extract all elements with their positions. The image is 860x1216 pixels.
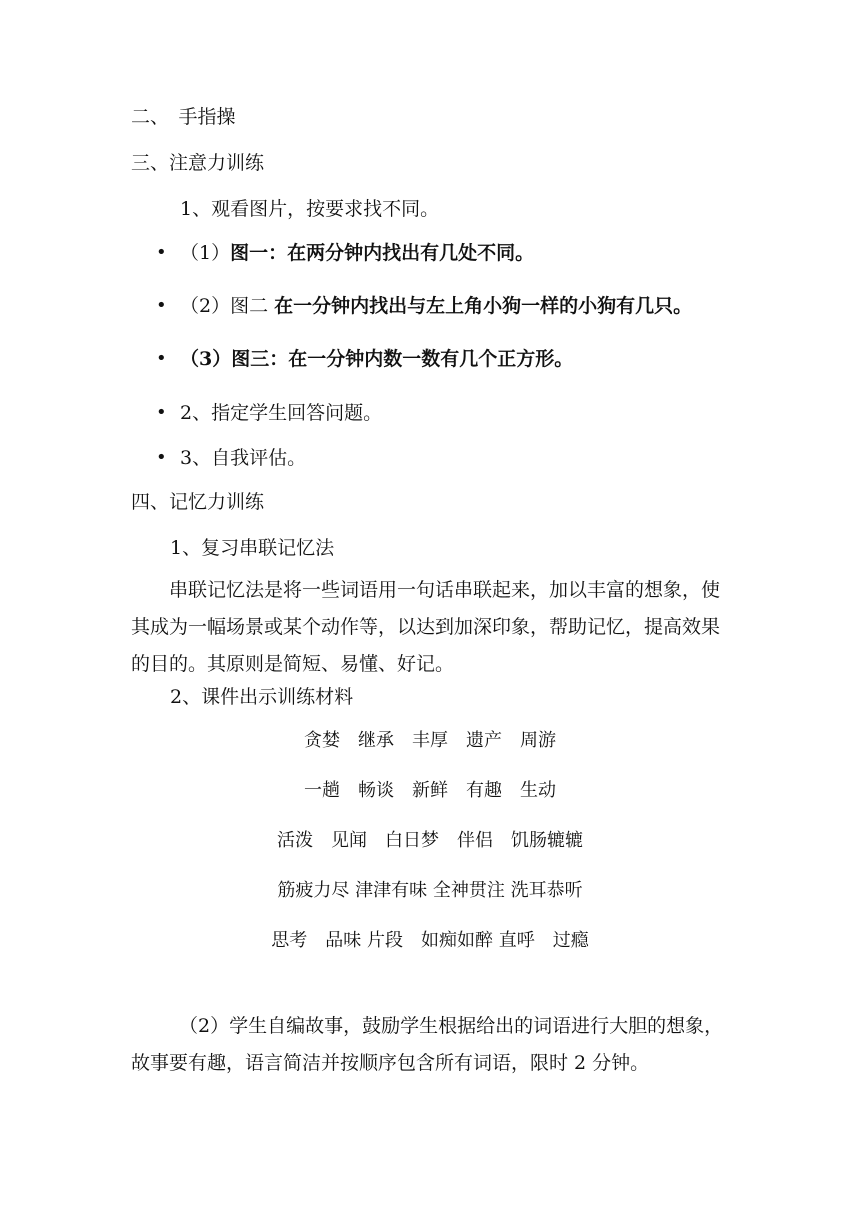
bullet-prefix: （2）图二: [180, 295, 269, 317]
bullet-icon: •: [156, 242, 167, 263]
section-finger-exercise: 二、 手指操: [131, 106, 236, 128]
bullet-text: 在一分钟内找出与左上角小狗一样的小狗有几只。: [274, 295, 693, 317]
memory-item-2: 2、课件出示训练材料: [170, 686, 354, 708]
memory-item-1: 1、复习串联记忆法: [170, 537, 335, 559]
section-memory-training: 四、记忆力训练: [131, 491, 265, 513]
section-attention-training: 三、注意力训练: [131, 152, 265, 174]
word-row-1: 贪婪 继承 丰厚 遗产 周游: [304, 730, 556, 751]
bullet-icon: •: [156, 295, 167, 316]
bullet-icon: •: [156, 447, 167, 468]
memory-paragraph: 串联记忆法是将一些词语用一句话串联起来，加以丰富的想象，使其成为一幅场景或某个动作等，以达到加深印象，帮助记忆，提高效果的目的。其原则是简短、易懂、好记。: [131, 579, 721, 675]
bullet-item-figure-3: （3）图三：在一分钟内数一数有几个正方形。: [180, 348, 574, 370]
word-row-5: 思考 品味 片段 如痴如醉 直呼 过瘾: [271, 930, 589, 951]
bullet-item-answer: 2、指定学生回答问题。: [180, 402, 383, 424]
word-row-2: 一趟 畅谈 新鲜 有趣 生动: [304, 780, 556, 801]
bullet-item-self-assessment: 3、自我评估。: [180, 447, 307, 469]
story-paragraph: （2）学生自编故事，鼓励学生根据给出的词语进行大胆的想象，故事要有趣，语言简洁并按顺序包含所有词语，限时 2 分钟。: [131, 1015, 724, 1074]
bullet-icon: •: [156, 402, 167, 423]
bullet-text: 图一：在两分钟内找出有几处不同。: [230, 242, 535, 264]
bullet-icon: •: [156, 348, 167, 369]
bullet-item-figure-2: [180, 294, 692, 318]
bullet-prefix: （1）: [180, 242, 231, 264]
attention-item-1: 1、观看图片，按要求找不同。: [180, 198, 440, 220]
bullet-item-figure-1: [180, 241, 534, 265]
word-row-4: 筋疲力尽 津津有味 全神贯注 洗耳恭听: [277, 880, 583, 901]
word-row-3: 活泼 见闻 白日梦 伴侣 饥肠辘辘: [277, 830, 583, 851]
